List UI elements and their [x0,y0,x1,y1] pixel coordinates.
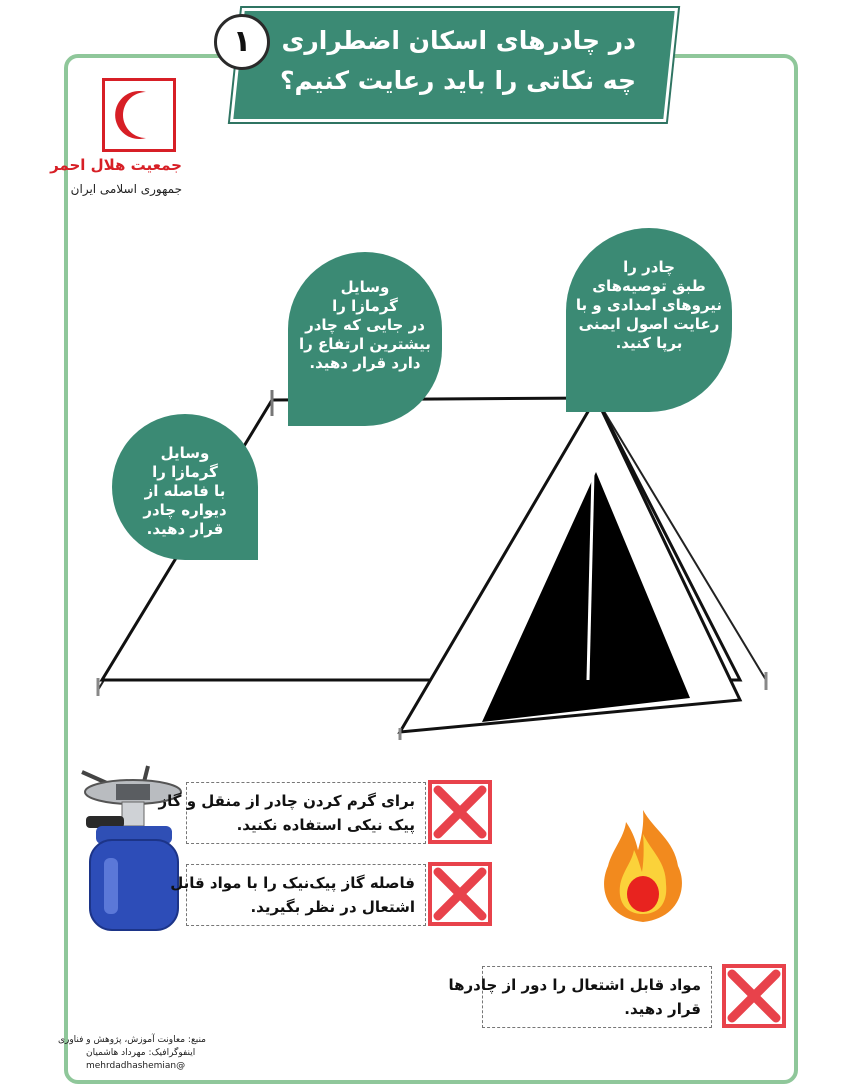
source-credit [57,1034,206,1073]
cross-mark-icon [428,780,492,844]
credit-source: منبع: معاونت آموزش، پژوهش و فناوری [57,1035,206,1045]
logo-line1: جمعیت هلال احمر [50,156,182,174]
warning-note-1: برای گرم کردن چادر از منقل و گاز پیک نیکی استفاده نکنید. [186,782,426,844]
header-number-badge: ۱ [214,14,270,70]
tip-bubble-3: چادر را طبق توصیه‌های نیروهای امدادی و با رعایت اصول ایمنی برپا کنید. [566,228,732,412]
logo-line2: جمهوری اسلامی ایران [70,182,182,196]
tip-bubble-2: وسایل گرمازا را در جایی که چادر بیشترین ارتفاع را دارد قرار دهید. [288,252,442,426]
camping-stove-icon [78,758,188,934]
tip-bubble-1: وسایل گرمازا را با فاصله از دیواره چادر قرار دهید. [112,414,258,560]
header-title-line2: چه نکاتی را باید رعایت کنیم؟ [279,66,636,95]
credit-designer: اینفوگرافیک: مهرداد هاشمیان [86,1048,196,1058]
fire-icon [596,808,690,924]
credit-handle: @mehrdadhashemian [86,1061,186,1071]
red-crescent-logo [50,72,192,212]
header-title-line1: در چادرهای اسکان اضطراری [281,26,636,55]
red-crescent-icon [96,72,192,162]
warning-note-3: مواد قابل اشتعال را دور از چادرها قرار دهید. [482,966,712,1028]
header-banner [236,8,666,116]
cross-mark-icon [428,862,492,926]
warning-note-2: فاصله گاز پیک‌نیک را با مواد قابل اشتعال در نظر بگیرید. [186,864,426,926]
cross-mark-icon [722,964,786,1028]
